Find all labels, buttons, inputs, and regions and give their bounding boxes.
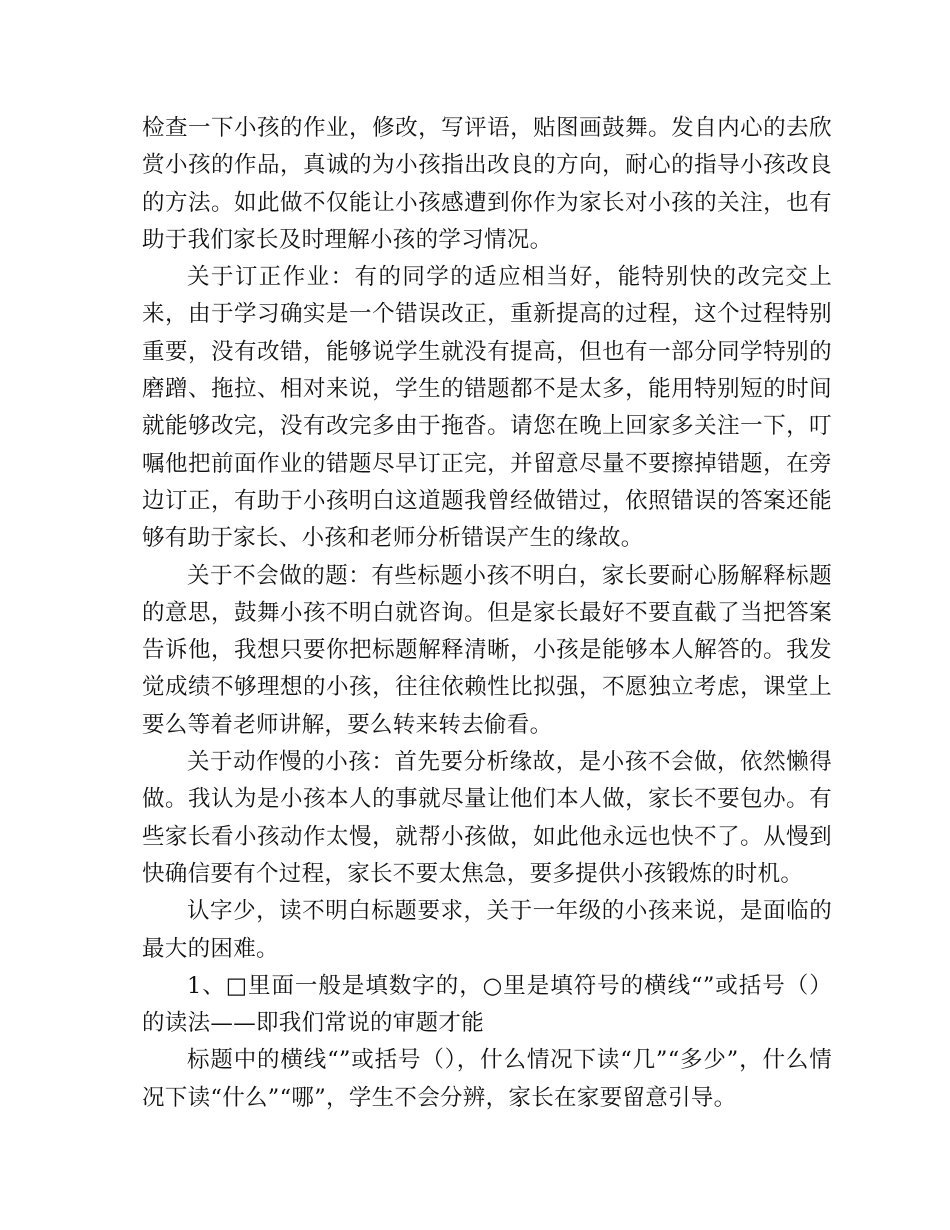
paragraph-blank-reading: 标题中的横线“”或括号（），什么情况下读“几”“多少”，什么情况下读“什么”“哪”，学生不会分辨，家长在家要留意引导。 xyxy=(142,1047,832,1111)
paragraph-correcting-homework: 关于订正作业：有的同学的适应相当好，能特别快的改完交上来，由于学习确实是一个错误改正，重新提高的过程，这个过程特别重要，没有改错，能够说学生就没有提高，但也有一部分同学特别的磨蹭、拖拉、相对来说，学生的错题都不是太多，能用特别短的时间就能够改完，没有改完多由于拖沓。请您在晚上回家多关注一下，叮嘱他把前面作业的错题尽早订正完，并留意尽量不要擦掉错题，在旁边订正，有助于小孩明白这道题我曾经做错过，依照错误的答案还能够有助于家长、小孩和老师分析错误产生的缘故。 xyxy=(142,264,832,552)
paragraph-unsolved-questions: 关于不会做的题：有些标题小孩不明白，家长要耐心肠解释标题的意思，鼓舞小孩不明白就咨询。但是家长最好不要直截了当把答案告诉他，我想只要你把标题解释清晰，小孩是能够本人解答的。我发觉成绩不够理想的小孩，往往依赖性比拟强，不愿独立考虑，课堂上要么等着老师讲解，要么转来转去偷看。 xyxy=(142,562,832,738)
paragraph-symbol-reading: 1、□里面一般是填数字的，○里是填符号的横线“”或括号（）的读法——即我们常说的审题才能 xyxy=(142,972,832,1037)
paragraph-homework-check: 检查一下小孩的作业，修改，写评语，贴图画鼓舞。发自内心的去欣赏小孩的作品，真诚的为小孩指出改良的方向，耐心的指导小孩改良的方法。如此做不仅能让小孩感遭到你作为家长对小孩的关注，也有助于我们家长及时理解小孩的学习情况。 xyxy=(142,115,832,253)
document-body xyxy=(142,110,832,1117)
paragraph-slow-children: 关于动作慢的小孩：首先要分析缘故，是小孩不会做，依然懒得做。我认为是小孩本人的事就尽量让他们本人做，家长不要包办。有些家长看小孩动作太慢，就帮小孩做，如此他永远也快不了。从慢到快确信要有个过程，家长不要太焦急，要多提供小孩锻炼的时机。 xyxy=(142,749,832,887)
paragraph-reading-difficulty: 认字少，读不明白标题要求，关于一年级的小孩来说，是面临的最大的困难。 xyxy=(142,898,832,962)
